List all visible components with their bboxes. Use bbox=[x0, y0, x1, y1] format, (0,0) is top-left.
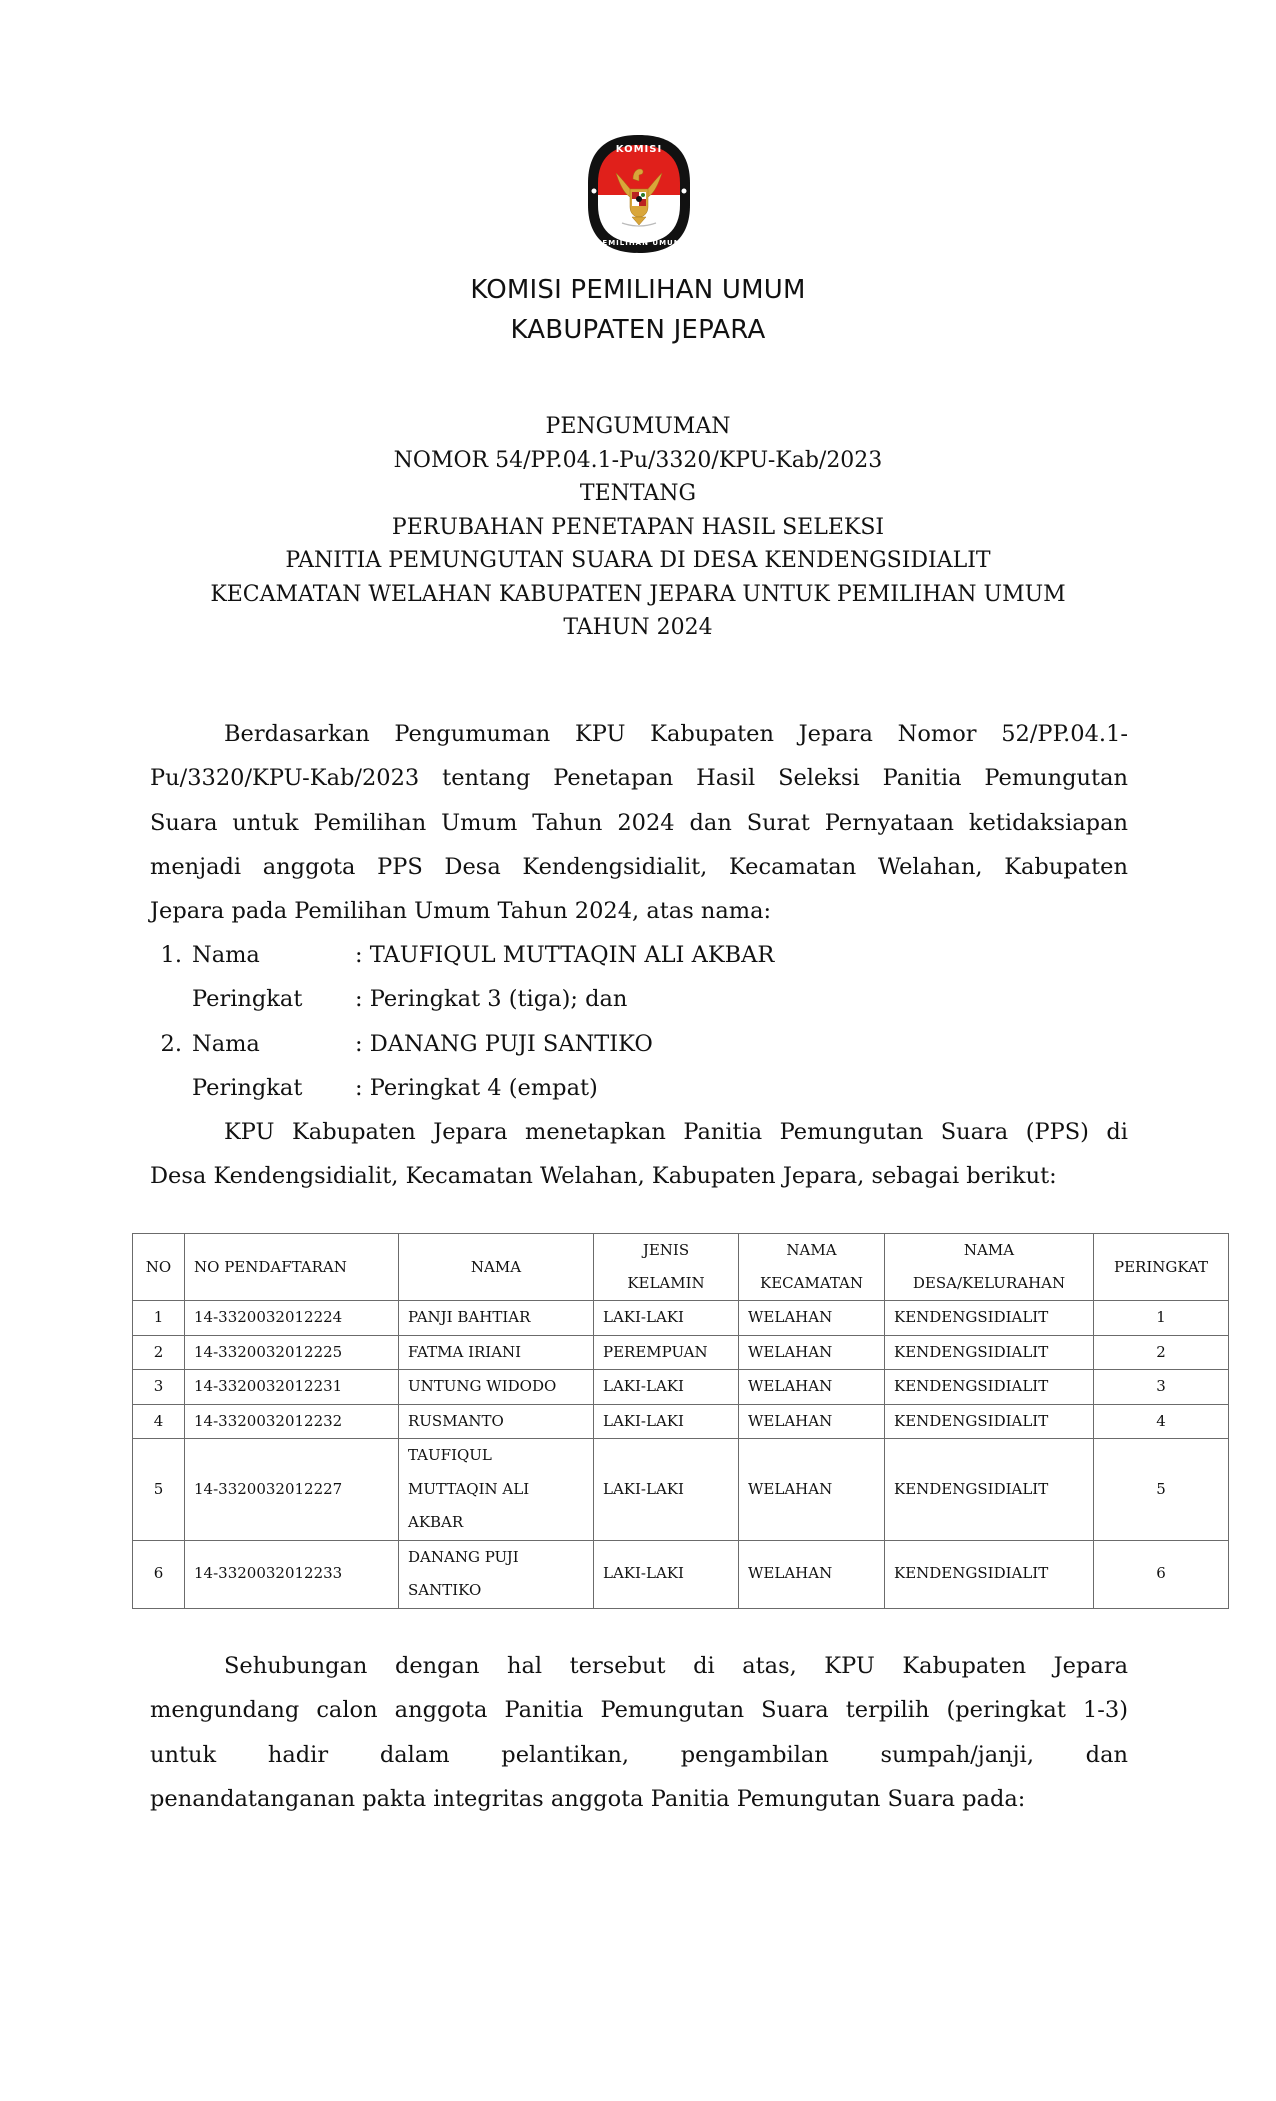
cell-name: RUSMANTO bbox=[399, 1404, 594, 1439]
paragraph-decision bbox=[150, 1110, 1128, 1199]
cell-name: FATMA IRIANI bbox=[399, 1335, 594, 1370]
header-district: NAMA KECAMATAN bbox=[739, 1234, 885, 1301]
cell-district: WELAHAN bbox=[739, 1335, 885, 1370]
table-row bbox=[133, 1404, 1229, 1439]
cell-no: 3 bbox=[133, 1370, 185, 1405]
table-row bbox=[133, 1439, 1229, 1541]
paragraph-line: penandatanganan pakta integritas anggota Panitia Pemungutan Suara pada: bbox=[150, 1785, 1026, 1812]
cell-village: KENDENGSIDIALIT bbox=[885, 1370, 1094, 1405]
cell-rank: 4 bbox=[1094, 1404, 1229, 1439]
cell-village: KENDENGSIDIALIT bbox=[885, 1540, 1094, 1608]
cell-gender: LAKI-LAKI bbox=[594, 1439, 739, 1541]
cell-district: WELAHAN bbox=[739, 1439, 885, 1541]
title-line: KECAMATAN WELAHAN KABUPATEN JEPARA UNTUK PEMILIHAN UMUM bbox=[210, 581, 1066, 607]
paragraph-invitation bbox=[150, 1644, 1128, 1821]
cell-name: TAUFIQUL MUTTAQIN ALI AKBAR bbox=[399, 1439, 594, 1541]
cell-registration-no: 14-3320032012227 bbox=[185, 1439, 399, 1541]
field-value: : TAUFIQUL MUTTAQIN ALI AKBAR bbox=[355, 942, 775, 968]
cell-name: UNTUNG WIDODO bbox=[399, 1370, 594, 1405]
cell-registration-no: 14-3320032012233 bbox=[185, 1540, 399, 1608]
cell-rank: 2 bbox=[1094, 1335, 1229, 1370]
field-value: : Peringkat 4 (empat) bbox=[355, 1074, 598, 1101]
table-header-row bbox=[133, 1234, 1229, 1301]
cell-gender: LAKI-LAKI bbox=[594, 1301, 739, 1336]
paragraph-line: mengundang calon anggota Panitia Pemungutan Suara terpilih (peringkat 1-3) bbox=[150, 1697, 1128, 1724]
title-line: PANITIA PEMUNGUTAN SUARA DI DESA KENDENGSIDIALIT bbox=[285, 548, 991, 573]
field-label: Peringkat bbox=[192, 1074, 303, 1101]
table-row bbox=[133, 1335, 1229, 1370]
cell-registration-no: 14-3320032012224 bbox=[185, 1301, 399, 1336]
cell-gender: LAKI-LAKI bbox=[594, 1404, 739, 1439]
field-label: Nama bbox=[192, 1030, 260, 1057]
list-number: 1. bbox=[160, 942, 182, 968]
field-value: : Peringkat 3 (tiga); dan bbox=[355, 986, 628, 1013]
cell-district: WELAHAN bbox=[739, 1404, 885, 1439]
paragraph-line: Sehubungan dengan hal tersebut di atas, KPU Kabupaten Jepara bbox=[224, 1653, 1128, 1679]
person-rank-row bbox=[150, 977, 774, 1021]
list-number: 2. bbox=[160, 1030, 182, 1057]
cell-rank: 6 bbox=[1094, 1540, 1229, 1608]
field-value: : DANANG PUJI SANTIKO bbox=[355, 1030, 653, 1057]
header-registration-no: NO PENDAFTARAN bbox=[185, 1234, 399, 1301]
cell-district: WELAHAN bbox=[739, 1301, 885, 1336]
cell-gender: PEREMPUAN bbox=[594, 1335, 739, 1370]
paragraph-line: Berdasarkan Pengumuman KPU Kabupaten Jepara Nomor 52/PP.04.1- bbox=[224, 721, 1128, 747]
cell-name: DANANG PUJI SANTIKO bbox=[399, 1540, 594, 1608]
cell-registration-no: 14-3320032012225 bbox=[185, 1335, 399, 1370]
org-region: KABUPATEN JEPARA bbox=[510, 315, 766, 345]
person-rank-row bbox=[150, 1066, 774, 1110]
cell-no: 6 bbox=[133, 1540, 185, 1608]
header-name: NAMA bbox=[399, 1234, 594, 1301]
person-name-row bbox=[150, 933, 774, 977]
header-rank: PERINGKAT bbox=[1094, 1234, 1229, 1301]
table-row bbox=[133, 1540, 1229, 1608]
cell-no: 4 bbox=[133, 1404, 185, 1439]
paragraph-line: menjadi anggota PPS Desa Kendengsidialit, Kecamatan Welahan, Kabupaten bbox=[150, 853, 1128, 880]
cell-district: WELAHAN bbox=[739, 1540, 885, 1608]
paragraph-line: Desa Kendengsidialit, Kecamatan Welahan, Kabupaten Jepara, sebagai berikut: bbox=[150, 1163, 1057, 1190]
cell-village: KENDENGSIDIALIT bbox=[885, 1404, 1094, 1439]
cell-rank: 1 bbox=[1094, 1301, 1229, 1336]
svg-text:KOMISI: KOMISI bbox=[615, 144, 663, 155]
person-list bbox=[150, 933, 774, 1110]
cell-registration-no: 14-3320032012231 bbox=[185, 1370, 399, 1405]
paragraph-line: untuk hadir dalam pelantikan, pengambilan sumpah/janji, dan bbox=[150, 1741, 1128, 1768]
cell-village: KENDENGSIDIALIT bbox=[885, 1335, 1094, 1370]
field-label: Peringkat bbox=[192, 986, 303, 1013]
title-line: PERUBAHAN PENETAPAN HASIL SELEKSI bbox=[391, 514, 885, 540]
paragraph-basis bbox=[150, 712, 1128, 933]
cell-district: WELAHAN bbox=[739, 1370, 885, 1405]
cell-rank: 3 bbox=[1094, 1370, 1229, 1405]
paragraph-line: Jepara pada Pemilihan Umum Tahun 2024, atas nama: bbox=[150, 898, 772, 925]
cell-no: 1 bbox=[133, 1301, 185, 1336]
table-row bbox=[133, 1301, 1229, 1336]
title-line: TENTANG bbox=[579, 481, 697, 506]
person-name-row bbox=[150, 1022, 774, 1066]
svg-text:PEMILIHAN UMUM: PEMILIHAN UMUM bbox=[596, 239, 682, 247]
header-gender: JENIS KELAMIN bbox=[594, 1234, 739, 1301]
title-line: TAHUN 2024 bbox=[563, 615, 713, 640]
cell-gender: LAKI-LAKI bbox=[594, 1370, 739, 1405]
field-label: Nama bbox=[192, 942, 260, 968]
title-line: NOMOR 54/PP.04.1-Pu/3320/KPU-Kab/2023 bbox=[393, 447, 883, 473]
pps-members-table bbox=[132, 1233, 1229, 1609]
cell-name: PANJI BAHTIAR bbox=[399, 1301, 594, 1336]
cell-gender: LAKI-LAKI bbox=[594, 1540, 739, 1608]
cell-village: KENDENGSIDIALIT bbox=[885, 1301, 1094, 1336]
table-row bbox=[133, 1370, 1229, 1405]
paragraph-line: KPU Kabupaten Jepara menetapkan Panitia Pemungutan Suara (PPS) di bbox=[224, 1119, 1128, 1145]
cell-registration-no: 14-3320032012232 bbox=[185, 1404, 399, 1439]
cell-no: 5 bbox=[133, 1439, 185, 1541]
paragraph-line: Suara untuk Pemilihan Umum Tahun 2024 dan Surat Pernyataan ketidaksiapan bbox=[150, 809, 1128, 836]
paragraph-line: Pu/3320/KPU-Kab/2023 tentang Penetapan Hasil Seleksi Panitia Pemungutan bbox=[150, 765, 1128, 792]
header-no: NO bbox=[133, 1234, 185, 1301]
announcement-title bbox=[0, 410, 1276, 645]
cell-village: KENDENGSIDIALIT bbox=[885, 1439, 1094, 1541]
cell-no: 2 bbox=[133, 1335, 185, 1370]
kpu-logo bbox=[586, 133, 692, 255]
header-village: NAMA DESA/KELURAHAN bbox=[885, 1234, 1094, 1301]
cell-rank: 5 bbox=[1094, 1439, 1229, 1541]
org-name: KOMISI PEMILIHAN UMUM bbox=[470, 275, 806, 305]
kpu-garuda-emblem-icon bbox=[586, 133, 692, 255]
title-line: PENGUMUMAN bbox=[545, 414, 731, 439]
